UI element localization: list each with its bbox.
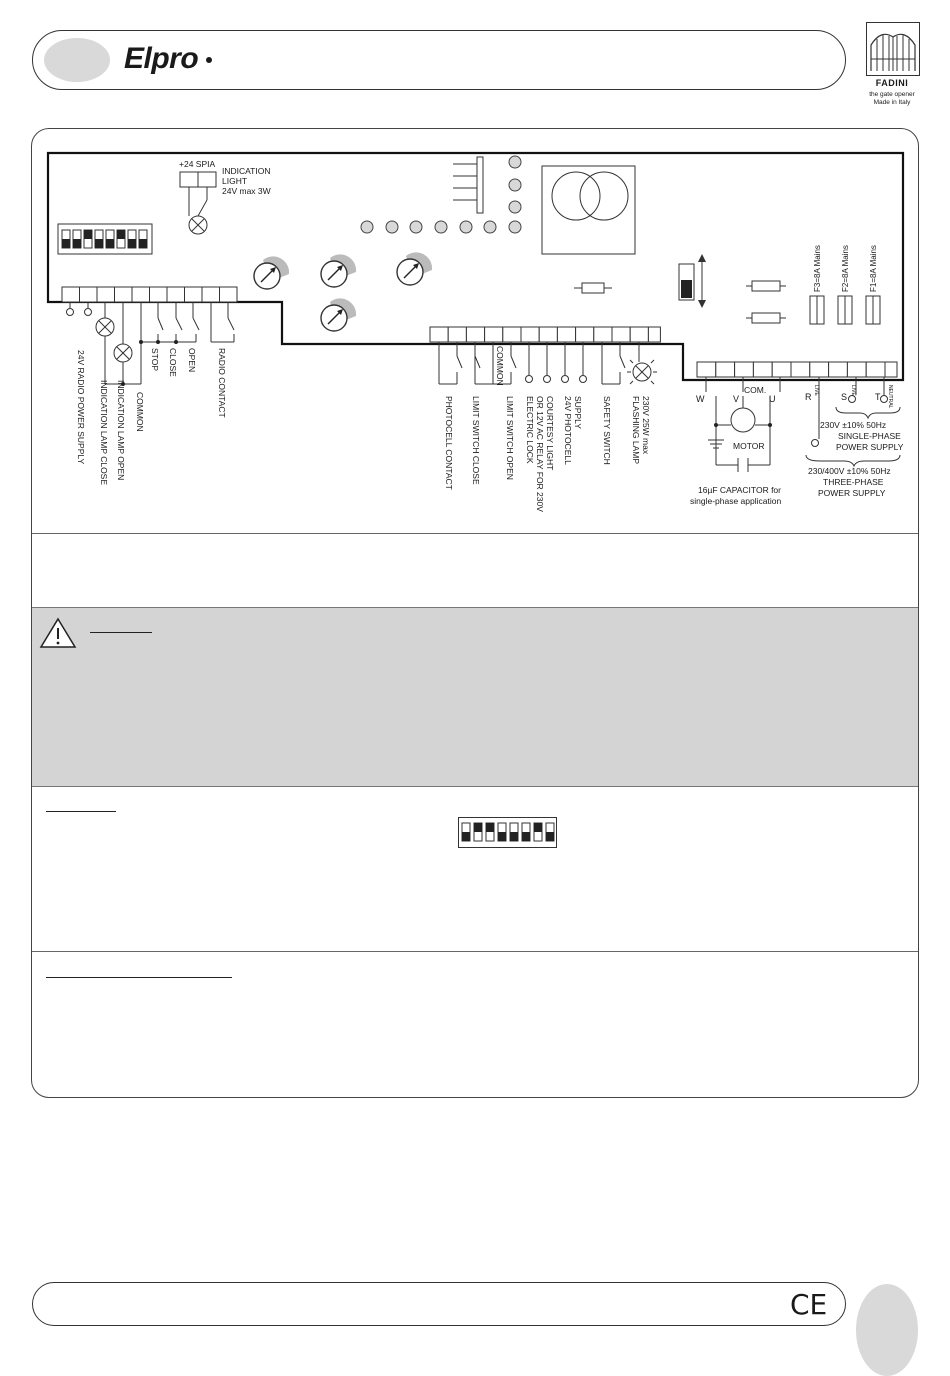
dip-switch-diagram (458, 817, 558, 849)
fuse-label: F2=8A Mains (841, 245, 850, 292)
terminal-label: CLOSE (168, 348, 178, 377)
warning-heading-rule (90, 632, 152, 633)
three-phase-label: THREE-PHASE (823, 477, 884, 487)
left-terminal-wiring (67, 302, 235, 384)
left-terminal-block (62, 287, 237, 302)
terminal-label: ELECTRIC LOCK (525, 396, 535, 464)
section-divider (32, 951, 918, 952)
ce-mark: CE (790, 1288, 828, 1321)
indication-light-label: LIGHT (222, 176, 248, 186)
terminal-label: INDICATION LAMP OPEN (116, 380, 126, 481)
fuse-label: F3=8A Mains (813, 245, 822, 292)
terminal-label: SAFETY SWITCH (602, 396, 612, 465)
motor-label: MOTOR (733, 441, 765, 451)
footer-bar (32, 1282, 846, 1326)
motor-terminal-label: U (769, 394, 776, 404)
terminal-label: RADIO CONTACT (217, 348, 227, 418)
terminal-label: OR 12V AC RELAY FOR 230V (535, 396, 545, 512)
motor-terminal-label: COM. (744, 385, 767, 395)
motor-terminal-label: V (733, 394, 740, 404)
three-phase-label: POWER SUPPLY (818, 488, 886, 498)
terminal-label: FLASHING LAMP (631, 396, 641, 465)
selector-switch (679, 254, 706, 308)
terminal-label: COMMON (495, 346, 505, 386)
terminal-label: LIMIT SWITCH CLOSE (471, 396, 481, 485)
terminal-label: LIMIT SWITCH OPEN (505, 396, 515, 480)
terminal-label: SUPPLY (573, 396, 583, 429)
radio-connector (453, 157, 483, 213)
middle-terminal-block (430, 327, 660, 342)
warning-band (32, 607, 918, 787)
page-number-oval (856, 1284, 918, 1376)
single-phase-label: SINGLE-PHASE (838, 431, 901, 441)
mains-small-label: LIVE (813, 385, 819, 396)
transformer (542, 166, 635, 254)
single-phase-label: POWER SUPPLY (836, 442, 904, 452)
mains-fuses (810, 296, 880, 324)
mains-small-label: NEUTRAL (887, 385, 893, 409)
terminal-label: OPEN (187, 348, 197, 373)
spia-label: +24 SPIA (179, 159, 216, 169)
terminal-label: 24V RADIO POWER SUPPLY (76, 350, 86, 465)
mains-terminal-label: T (875, 392, 881, 402)
transformer-fuse (574, 283, 612, 293)
indication-light-label: INDICATION (222, 166, 271, 176)
terminal-label: COMMON (135, 392, 145, 432)
brand-logo: Elpro (124, 42, 212, 76)
mains-terminal-label: S (841, 392, 848, 402)
motor-terminal-label: W (696, 394, 705, 404)
warning-triangle-icon (38, 616, 78, 650)
indication-light-label: 24V max 3W (222, 186, 271, 196)
terminal-label: STOP (150, 348, 160, 371)
terminal-label: PHOTOCELL CONTACT (444, 396, 454, 490)
led-row (361, 156, 521, 233)
terminal-label: INDICATION LAMP CLOSE (99, 380, 109, 486)
single-phase-label: 230V ±10% 50Hz (820, 420, 887, 430)
motor-fuses (746, 281, 786, 323)
section-heading-rule (46, 977, 232, 978)
capacitor-label: 16µF CAPACITOR for (698, 485, 781, 495)
board-dip-switch (58, 224, 152, 254)
terminal-label: COURTESY LIGHT (545, 396, 555, 471)
fuse-label: F1=8A Mains (869, 245, 878, 292)
capacitor-label: single-phase application (690, 496, 782, 506)
indication-light-terminal (180, 172, 216, 234)
right-terminal-block (697, 362, 897, 377)
three-phase-label: 230/400V ±10% 50Hz (808, 466, 891, 476)
mains-small-label: LIVE (850, 385, 856, 396)
terminal-label: 230V 25W max (641, 396, 651, 455)
mains-terminal-label: R (805, 392, 812, 402)
section-heading-rule (46, 811, 116, 812)
logo-name: FADINI (875, 78, 909, 88)
wiring-diagram (0, 0, 950, 540)
terminal-label: 24V PHOTOCELL (563, 396, 573, 465)
trimmer-potentiometers (254, 252, 432, 331)
logo-tagline: the gate opener Made in Italy (869, 91, 915, 106)
middle-terminal-wiring (439, 342, 657, 384)
